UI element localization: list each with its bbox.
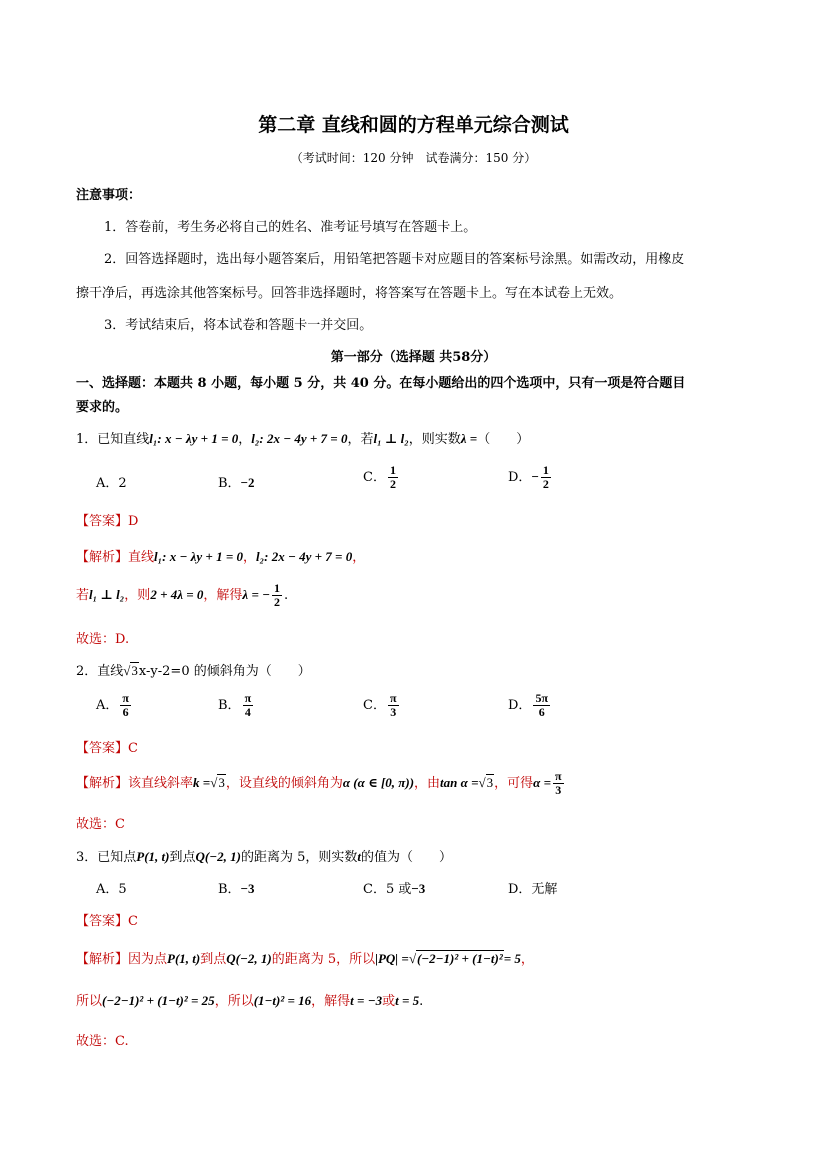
q2-answer-value: C bbox=[128, 741, 138, 756]
q3-point-p: P(1, t) bbox=[136, 849, 170, 864]
q3-sol1-b: 的距离为 5，所以 bbox=[271, 952, 376, 967]
q3-tail: 的值为（ ） bbox=[360, 850, 452, 865]
q1-option-d-sign: − bbox=[531, 469, 539, 484]
notice-heading: 注意事项： bbox=[76, 188, 142, 203]
q2-option-b-label: B． bbox=[218, 698, 241, 713]
q1-choose: 故选：D. bbox=[76, 632, 130, 647]
q1-sol-l2: l₂: 2x − 4y + 7 = 0 bbox=[256, 549, 353, 564]
q1-sol-sep: ， bbox=[243, 550, 257, 565]
q2-option-a-label: A． bbox=[96, 698, 119, 713]
q3-t: t bbox=[357, 849, 361, 864]
q2-option-d-fraction: $\frac{5\pi}{6}$ bbox=[535, 691, 549, 719]
q1-option-d-label: D． bbox=[508, 470, 532, 485]
q3-sol2-a: 所以 bbox=[76, 994, 103, 1009]
q2-sol-fraction: $\frac{\pi}{3}$ bbox=[555, 769, 562, 797]
q2-option-c bbox=[363, 692, 401, 719]
q3-option-c bbox=[363, 878, 425, 897]
q1-sol-l1: l₁: x − λy + 1 = 0 bbox=[154, 549, 243, 564]
q2-option-c-fraction: $\frac{\pi}{3}$ bbox=[389, 691, 397, 719]
q2-option-a bbox=[96, 692, 133, 719]
q3-point-q: Q(−2, 1) bbox=[195, 849, 241, 864]
q2-answer bbox=[76, 737, 138, 756]
q2-stem-tail: x-y-2=0 的倾斜角为（ ） bbox=[138, 664, 311, 679]
question-2-stem bbox=[76, 660, 311, 679]
answer-label: 【答案】 bbox=[76, 914, 129, 929]
q2-sol-d: ，可得 bbox=[494, 776, 534, 791]
q3-sol2-or: 或 bbox=[382, 994, 396, 1009]
q1-sol2-mid: ，则 bbox=[124, 588, 151, 603]
q2-option-a-fraction: $\frac{\pi}{6}$ bbox=[122, 691, 129, 719]
q1-paren: （ ） bbox=[477, 432, 530, 447]
q2-number: 2．直线 bbox=[76, 664, 124, 679]
q1-option-c-fraction: $\frac{1}{2}$ bbox=[389, 463, 396, 491]
q1-analysis-line-2 bbox=[76, 582, 288, 609]
q3-sol1-a: 因为点 bbox=[128, 952, 168, 967]
q3-number: 3．已知点 bbox=[76, 850, 137, 865]
notice-item-2-line-1: 2．回答选择题时，选出每小题答案后，用铅笔把答题卡对应题目的答案标号涂黑。如需改动，用橡皮 bbox=[104, 252, 685, 267]
q2-option-b-fraction: $\frac{\pi}{4}$ bbox=[244, 691, 252, 719]
q2-sol-tan: tan α = bbox=[440, 775, 479, 790]
q1-perpendicular: l₁ ⊥ l₂ bbox=[373, 431, 409, 446]
notice-item-3: 3．考试结束后，将本试卷和答题卡一并交回。 bbox=[104, 318, 373, 333]
q2-option-b bbox=[218, 692, 255, 719]
q3-option-c-value: −3 bbox=[411, 881, 426, 896]
q3-choose: 故选：C. bbox=[76, 1034, 129, 1049]
q2-option-c-label: C． bbox=[363, 698, 386, 713]
q1-lambda: λ = bbox=[460, 431, 478, 446]
q2-option-d-label: D． bbox=[508, 698, 532, 713]
q1-option-b bbox=[218, 472, 254, 491]
answer-label: 【答案】 bbox=[76, 741, 129, 756]
q3-sol1-pq: |PQ| = bbox=[375, 951, 409, 966]
q1-line-l1: l₁: x − λy + 1 = 0 bbox=[149, 431, 239, 446]
notice-item-1: 1．答卷前，考生务必将自己的姓名、准考证号填写在答题卡上。 bbox=[104, 220, 477, 235]
q3-sol1-q: Q(−2, 1) bbox=[226, 951, 272, 966]
q1-option-d-fraction: $\frac{1}{2}$ bbox=[542, 463, 549, 491]
q3-answer bbox=[76, 910, 138, 929]
q3-option-b-value: −3 bbox=[240, 881, 255, 896]
q2-sol-b: ，设直线的倾斜角为 bbox=[225, 776, 343, 791]
q3-sol1-sqrt: √(−2−1)² + (1−t)² bbox=[408, 951, 503, 966]
q1-sol2-solve: ，解得 bbox=[203, 588, 243, 603]
notice-item-2-line-2: 擦干净后，再选涂其他答案标号。回答非选择题时，将答案写在答题卡上。写在本试卷上无效。 bbox=[76, 286, 623, 301]
q3-sol2-b: ，所以 bbox=[214, 994, 254, 1009]
q1-condition-suffix: ，则实数 bbox=[408, 432, 461, 447]
q3-dist: 的距离为 5，则实数 bbox=[240, 850, 358, 865]
q3-option-b-label: B． bbox=[218, 882, 241, 897]
q3-sol1-to: 到点 bbox=[200, 952, 227, 967]
q2-sol-alpha-range: α (α ∈ [0, π)) bbox=[342, 775, 415, 790]
q1-separator: ， bbox=[238, 432, 252, 447]
q3-sol1-p: P(1, t) bbox=[167, 951, 201, 966]
q3-option-c-label: C．5 或 bbox=[363, 882, 412, 897]
q2-sol-c: ，由 bbox=[414, 776, 441, 791]
page-subtitle: （考试时间：120 分钟 试卷满分：150 分） bbox=[290, 151, 537, 165]
q1-line-l2: l₂: 2x − 4y + 7 = 0 bbox=[251, 431, 348, 446]
q1-option-c-label: C． bbox=[363, 470, 386, 485]
q2-sol-alpha-eq: α = bbox=[533, 775, 552, 790]
q1-sol-sep-2: ， bbox=[352, 550, 366, 565]
q3-sol2-r2: t = 5 bbox=[395, 993, 420, 1008]
q3-sol2-period: . bbox=[419, 994, 424, 1009]
q3-sol1-eq: = 5 bbox=[503, 951, 521, 966]
analysis-label: 【解析】 bbox=[76, 550, 129, 565]
analysis-label: 【解析】 bbox=[76, 952, 129, 967]
q1-option-b-value: −2 bbox=[240, 475, 255, 490]
q3-sol2-eq1: (−2−1)² + (1−t)² = 25 bbox=[102, 993, 215, 1008]
q1-condition-prefix: ，若 bbox=[347, 432, 374, 447]
q1-sol2-perp: l₁ ⊥ l₂ bbox=[89, 587, 125, 602]
q3-to: 到点 bbox=[169, 850, 196, 865]
q1-answer bbox=[76, 510, 138, 529]
q3-sol2-c: ，解得 bbox=[311, 994, 351, 1009]
q1-sol2-fraction: $\frac{1}{2}$ bbox=[273, 581, 280, 609]
answer-label: 【答案】 bbox=[76, 514, 129, 529]
q1-sol2-prefix: 若 bbox=[76, 588, 90, 603]
q1-option-d bbox=[508, 464, 553, 491]
q2-sol-k: k = bbox=[193, 775, 211, 790]
q1-answer-value: D bbox=[128, 514, 139, 529]
q3-analysis-line-1 bbox=[76, 948, 534, 967]
q3-answer-value: C bbox=[128, 914, 138, 929]
q1-number: 1．已知直线 bbox=[76, 432, 150, 447]
q1-option-c bbox=[363, 464, 400, 491]
q2-sqrt: √3 bbox=[123, 663, 138, 678]
q2-option-d bbox=[508, 692, 552, 719]
part1-heading: 第一部分（选择题 共58分） bbox=[330, 350, 497, 365]
q1-sol2-eq: 2 + 4λ = 0 bbox=[150, 587, 204, 602]
analysis-label: 【解析】 bbox=[76, 776, 129, 791]
q1-sol-prefix: 直线 bbox=[128, 550, 155, 565]
q1-sol2-period: . bbox=[283, 588, 289, 603]
q1-sol2-result: λ = − bbox=[242, 587, 270, 602]
q3-sol2-r1: t = −3 bbox=[350, 993, 383, 1008]
section1-instructions-line-2: 要求的。 bbox=[76, 400, 129, 415]
q2-sol-a: 该直线斜率 bbox=[128, 776, 194, 791]
page-title: 第二章 直线和圆的方程单元综合测试 bbox=[258, 114, 569, 136]
question-3-stem bbox=[76, 846, 452, 865]
q3-option-a: A．5 bbox=[96, 882, 127, 897]
q3-option-b bbox=[218, 878, 254, 897]
section1-instructions-line-1: 一、选择题：本题共 8 小题，每小题 5 分，共 40 分。在每小题给出的四个选项中，只有一项是符合题目 bbox=[76, 376, 686, 391]
q3-analysis-line-2 bbox=[76, 990, 423, 1009]
q2-choose: 故选：C bbox=[76, 817, 125, 832]
question-1-stem bbox=[76, 428, 529, 447]
q1-analysis-line-1 bbox=[76, 546, 365, 565]
q2-sol-sqrt-2: √3 bbox=[478, 775, 494, 790]
q3-option-d: D．无解 bbox=[508, 882, 558, 897]
q3-sol1-c: ， bbox=[520, 952, 534, 967]
q2-sol-sqrt: √3 bbox=[210, 775, 225, 790]
q2-analysis bbox=[76, 770, 566, 797]
q1-option-b-label: B． bbox=[218, 476, 241, 491]
q3-sol2-eq2: (1−t)² = 16 bbox=[253, 993, 312, 1008]
q1-option-a: A．2 bbox=[96, 476, 127, 491]
